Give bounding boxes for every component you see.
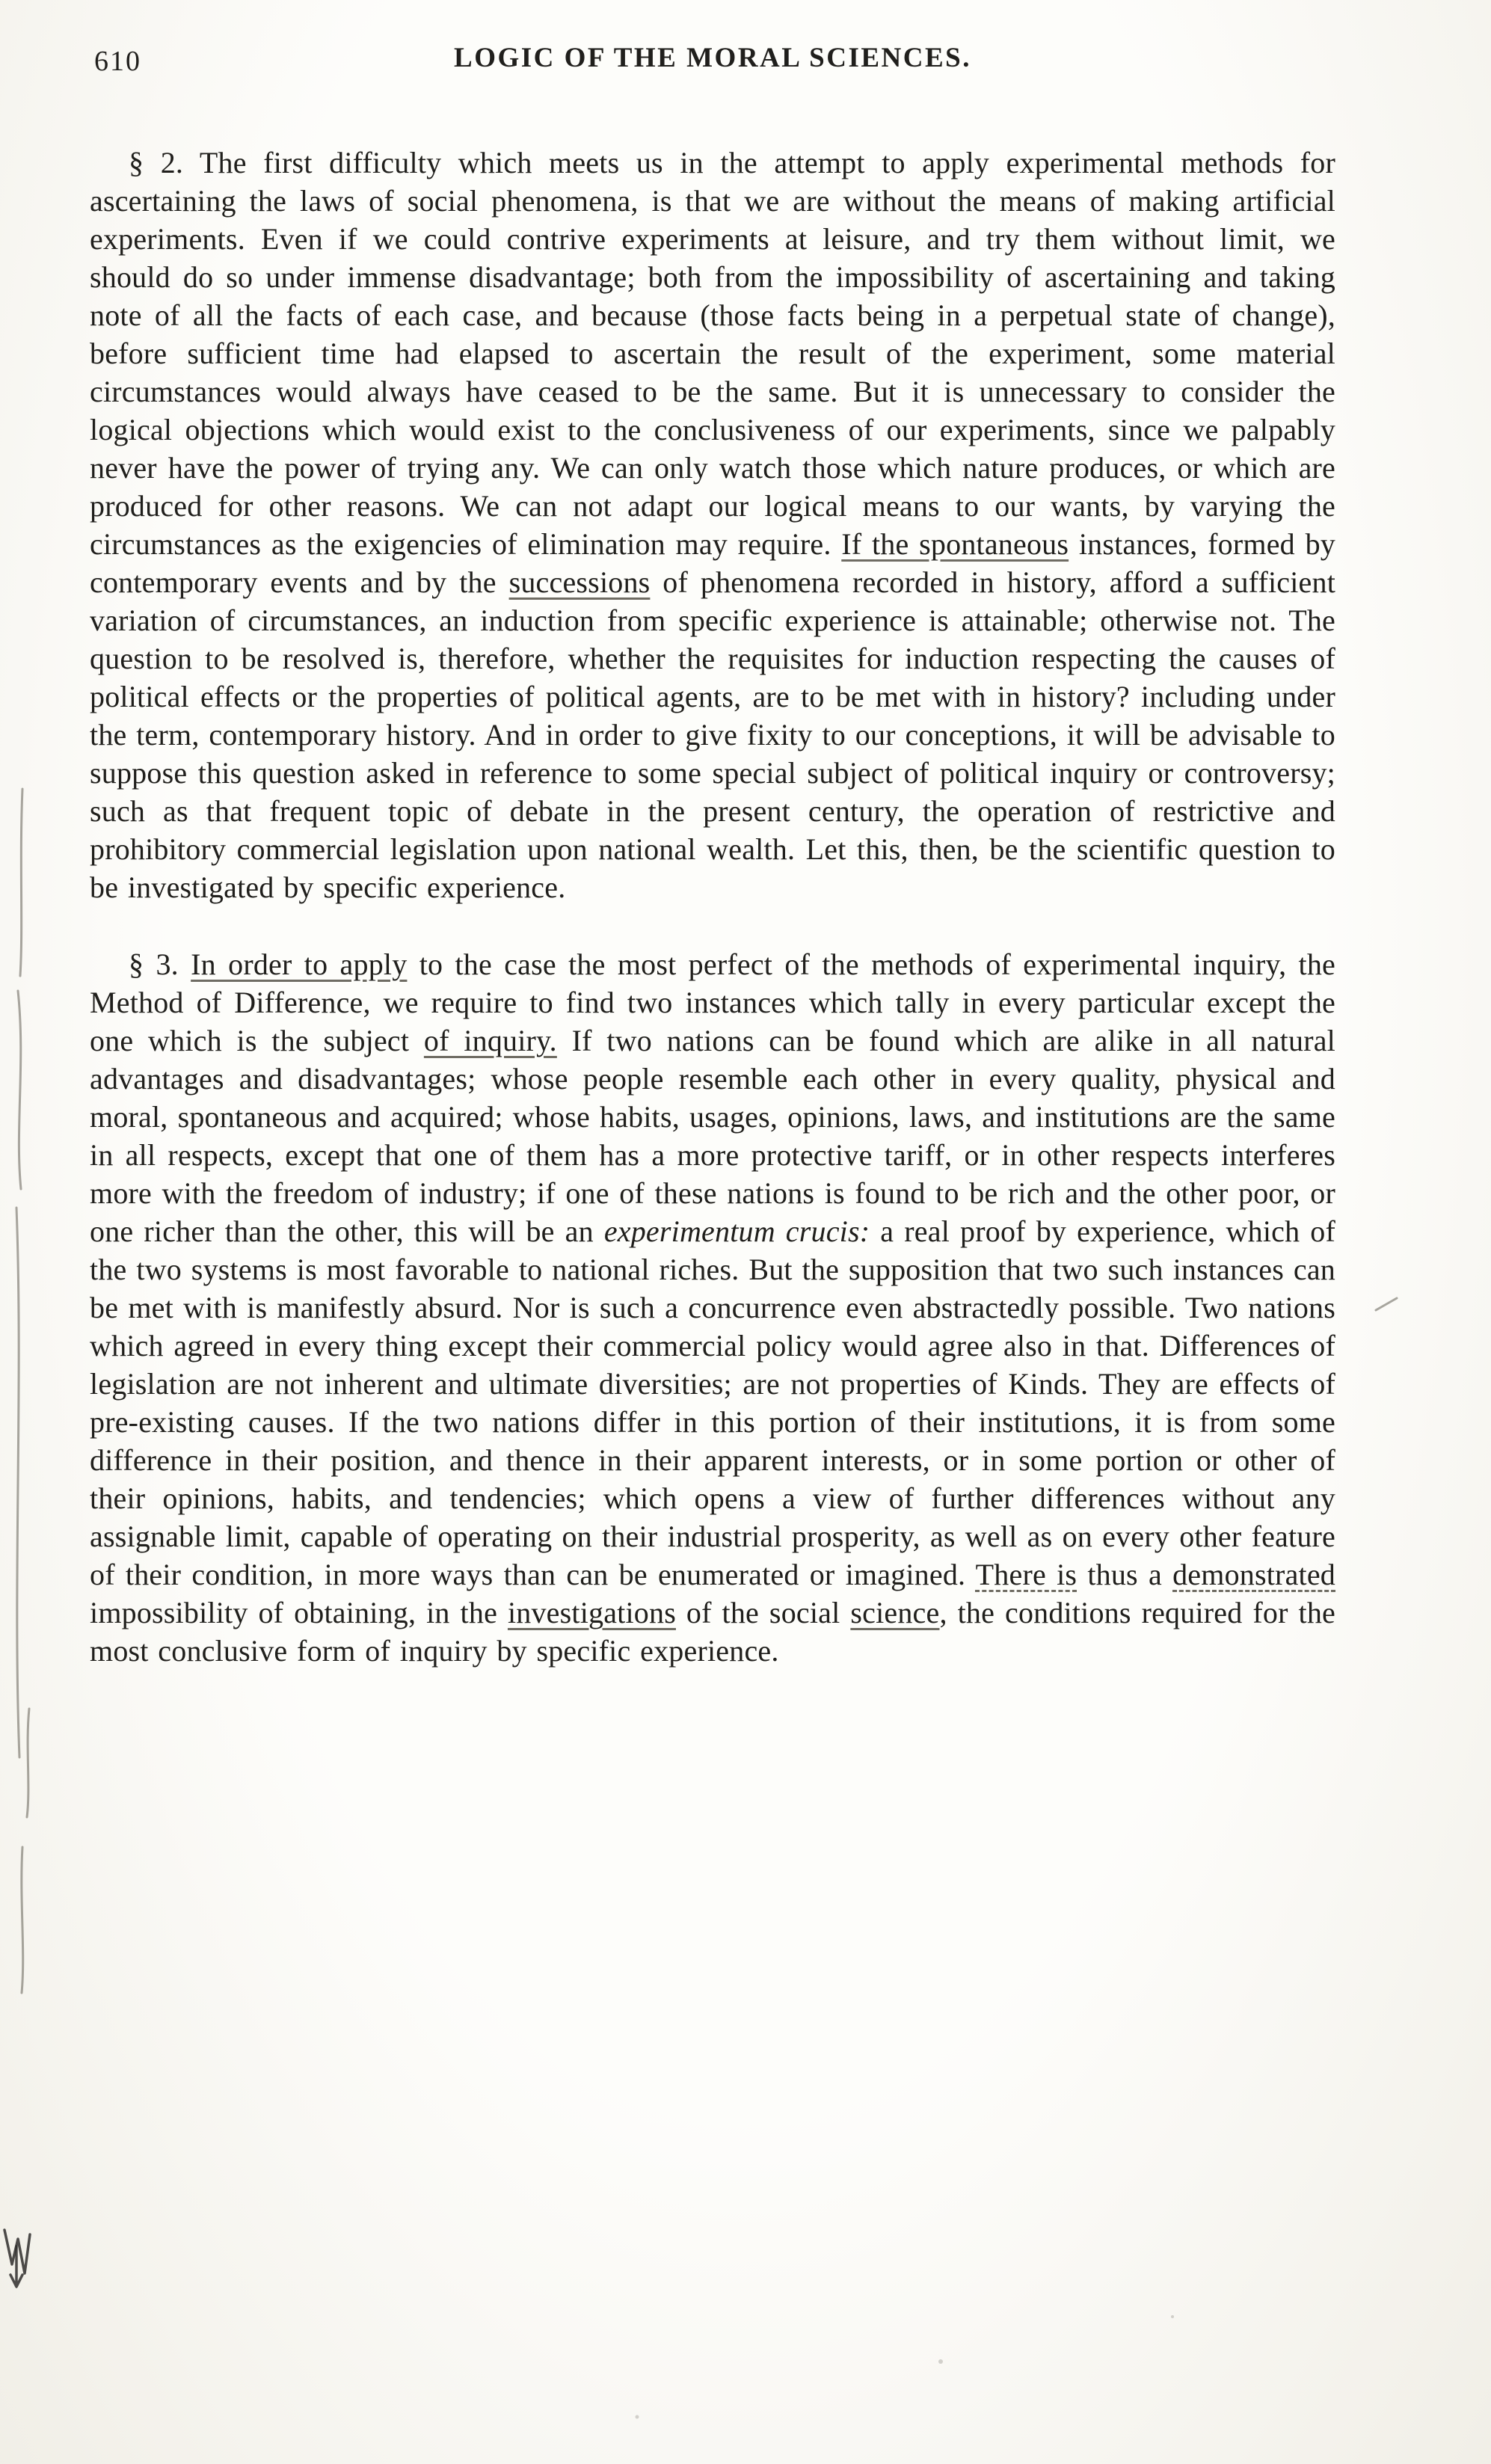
text-segment: a real proof by experience, which of the two systems is most favorable to national riches. But the supposition that two such instances can be met with is manifestly absurd. Nor is such a concurrence even abstractedly possible. Two nations which agreed in every thing except their commercial policy would agree also in that. Differences of legislation are not inherent and ultimate diversities; are not properties of Kinds. They are effects of pre-existing causes. If the two nations differ in this portion of their institutions, it is from some difference in their position, and thence in their apparent interests, or in some portion or other of their opinions, habits, and tendencies; which opens a view of further differences without any assignable limit, capable of operating on their industrial prosperity, as well as on every other feature of their condition, in more ways than can be enumerated or imagined. — [90, 1214, 1336, 1591]
text-segment: of inquiry. — [423, 1024, 557, 1057]
page-body — [90, 144, 1335, 1670]
text-segment: § 2. The first difficulty which meets us in the attempt to apply experimental methods for ascertaining the laws of social phenomena, is that we are without the means of making artificial experiments. Even if we could contrive experiments at leisure, and try them without limit, we should do so under immense disadvantage; both from the impossibility of ascertaining and taking note of all the facts of each case, and because (those facts being in a perpetual state of change), before sufficient time had elapsed to ascertain the result of the experiment, some material circumstances would always have ceased to be the same. But it is unnecessary to consider the logical objections which would exist to the conclusiveness of our experiments, since we palpably never have the power of trying any. We can only watch those which nature produces, or which are produced for other reasons. We can not adapt our logical means to our wants, by varying the circumstances as the exigencies of elimination may require. — [90, 146, 1335, 561]
page-number: 610 — [94, 46, 141, 77]
text-segment: In order to apply — [191, 947, 408, 981]
text-segment: of phenomena recorded in history, afford a sufficient variation of circumstances, an induction from specific experience is attainable; otherwise not. The question to be resolved is, therefore, whether the requisites for induction respecting the causes of political effects or the properties of political agents, are to be met with in history? including under the term, contemporary history. And in order to give fixity to our conceptions, it will be advisable to suppose this question asked in reference to some special subject of political inquiry or controversy; such as that frequent topic of debate in the present century, the operation of restrictive and prohibitory commercial legislation upon national wealth. Let this, then, be the scientific question to be investigated by specific experience. — [90, 565, 1336, 904]
text-segment: to the case the most perfect of the methods of experimental inquiry, the Method of Difference, we require to find two instances which tally in every particular except the one which is the subject — [90, 947, 1336, 1057]
text-segment: § 3. — [129, 947, 191, 981]
page-header — [90, 42, 1335, 81]
text-segment: If two nations can be found which are alike in all natural advantages and disadvantages; whose people resemble each other in every quality, physical and moral, spontaneous and acquired; whose habits, usages, opinions, laws, and institutions are the same in all respects, except that one of them has a more protective tariff, or in other respects interferes more with the freedom of industry; if one of these nations is found to be rich and the other poor, or one richer than the other, this will be an — [90, 1024, 1335, 1248]
text-segment: If the spontaneous — [841, 527, 1069, 561]
text-segment: science — [850, 1596, 940, 1629]
text-segment: demonstrated — [1172, 1558, 1335, 1591]
text-segment: experimentum crucis: — [603, 1214, 870, 1248]
text-segment: There is — [975, 1558, 1077, 1591]
text-segment: thus a — [1077, 1558, 1173, 1591]
text-segment: impossibility of obtaining, in the — [90, 1596, 508, 1629]
text-segment: investigations — [507, 1596, 676, 1629]
text-segment: , the conditions required for the most conclusive form of inquiry by specific experience. — [90, 1596, 1335, 1668]
text-segment: instances, formed by contemporary events and by the — [90, 527, 1335, 599]
text-segment: of the social — [675, 1596, 851, 1629]
running-title: LOGIC OF THE MORAL SCIENCES. — [454, 43, 971, 73]
text-segment: successions — [508, 565, 651, 599]
paragraph-section-2 — [90, 144, 1335, 906]
paragraph-section-3 — [90, 945, 1335, 1670]
